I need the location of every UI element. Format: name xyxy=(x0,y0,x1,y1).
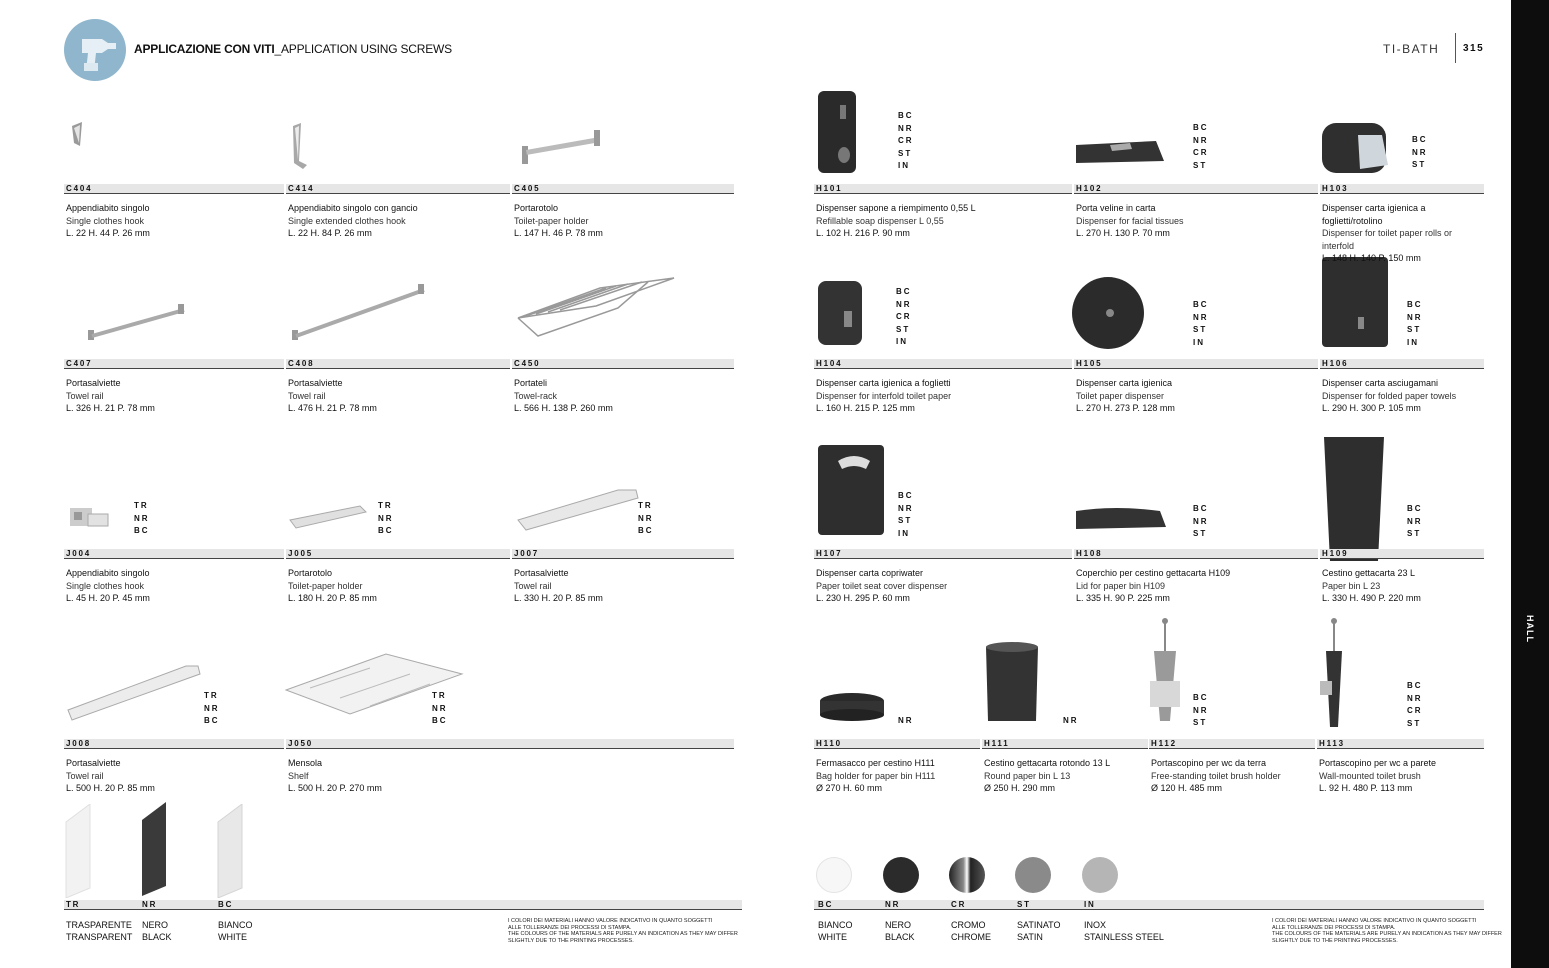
product-description: Bag holder for paper bin H111 xyxy=(816,770,936,781)
product-code: H113 xyxy=(1319,739,1345,748)
swatch-label xyxy=(142,919,172,943)
product-dimensions: L. 476 H. 21 P. 78 mm xyxy=(288,403,377,413)
product-description: Wall-mounted toilet brush xyxy=(1319,770,1421,781)
product-details xyxy=(1322,377,1482,415)
product-code-bar xyxy=(512,184,734,194)
swatch-label xyxy=(818,919,853,943)
color-code: NR xyxy=(378,513,394,523)
color-code: TR xyxy=(432,691,447,700)
color-code-list xyxy=(896,286,912,349)
product-description: Refillable soap dispenser L 0,55 xyxy=(816,215,944,226)
product-code-bar xyxy=(814,184,1072,194)
swatch-label xyxy=(1084,919,1164,943)
product-description: Free-standing toilet brush holder xyxy=(1151,770,1281,781)
product-dimensions: L. 230 H. 295 P. 60 mm xyxy=(816,593,910,603)
product-code: C450 xyxy=(514,359,541,368)
product-code: J004 xyxy=(66,549,91,558)
color-code: NR xyxy=(896,299,912,309)
color-code: BC xyxy=(204,716,220,725)
product-dimensions: L. 270 H. 273 P. 128 mm xyxy=(1076,403,1175,413)
color-code: NR xyxy=(1193,135,1209,145)
swatch-label xyxy=(885,919,915,943)
swatch-code: BC xyxy=(818,900,834,909)
product-description: Lid for paper bin H109 xyxy=(1076,580,1166,591)
finish-swatch xyxy=(949,857,985,893)
product-description: Towel rail xyxy=(514,580,552,591)
color-code: BC xyxy=(898,111,914,120)
color-code: BC xyxy=(1407,300,1423,309)
color-code: NR xyxy=(898,716,914,725)
color-code: BC xyxy=(638,526,654,535)
color-code: ST xyxy=(1407,325,1422,334)
color-code-list xyxy=(898,715,914,728)
product-details xyxy=(1322,567,1482,605)
product-code: C414 xyxy=(288,184,315,193)
product-dimensions: L. 566 H. 138 P. 260 mm xyxy=(514,403,613,413)
product-details xyxy=(288,202,508,240)
color-code: TR xyxy=(638,501,653,510)
swatch-name-it: BIANCO xyxy=(818,920,853,930)
color-code: BC xyxy=(134,526,150,535)
swatch-code: NR xyxy=(885,900,901,909)
product-name: Portascopino per wc a parete xyxy=(1319,758,1437,768)
color-code: CR xyxy=(898,136,914,145)
swatch-name-it: BIANCO xyxy=(218,920,253,930)
product-details xyxy=(66,377,282,415)
product-details xyxy=(1076,377,1316,415)
left-swatch-bar xyxy=(64,900,742,910)
color-code: BC xyxy=(1407,681,1423,690)
product-code-bar xyxy=(814,549,1072,559)
right-swatch-bar xyxy=(814,900,1484,910)
product-dimensions: L. 290 H. 300 P. 105 mm xyxy=(1322,403,1421,413)
product-description: Towel rail xyxy=(66,770,104,781)
product-description: Single clothes hook xyxy=(66,215,145,226)
product-code: C404 xyxy=(66,184,93,193)
color-code: NR xyxy=(1412,147,1428,157)
swatch-name-en: BLACK xyxy=(142,932,172,942)
color-code: ST xyxy=(1193,529,1208,538)
product-code: H111 xyxy=(984,739,1010,748)
finish-swatch xyxy=(883,857,919,893)
product-dimensions: L. 326 H. 21 P. 78 mm xyxy=(66,403,155,413)
product-code: J005 xyxy=(288,549,313,558)
swatch-tr xyxy=(64,804,92,903)
swatch-code: BC xyxy=(218,900,234,909)
product-code: H102 xyxy=(1076,184,1103,193)
color-code: TR xyxy=(204,691,219,700)
product-code-bar xyxy=(64,359,284,369)
product-details xyxy=(288,757,732,795)
color-code: NR xyxy=(898,123,914,133)
color-code: IN xyxy=(1407,337,1419,347)
product-details xyxy=(1319,757,1482,795)
product-code-bar xyxy=(1074,184,1318,194)
color-note-right: I COLORI DEI MATERIALI HANNO VALORE INDICATIVO IN QUANTO SOGGETTI ALLE TOLLERANZE DEI PROCESSI DI STAMPA. THE COLOURS OF THE MATERIALS ARE PURELY AN INDICATION AS THEY MAY DIFFER SLIGHTLY DUE TO THE PRINTING PROCESSES. xyxy=(1272,918,1502,944)
color-code: BC xyxy=(1193,504,1209,513)
color-code-list xyxy=(1193,692,1209,730)
color-code-list xyxy=(1407,503,1423,541)
product-name: Portasalviette xyxy=(66,378,121,388)
color-code: BC xyxy=(896,287,912,296)
color-code: BC xyxy=(378,526,394,535)
product-name: Porta veline in carta xyxy=(1076,203,1156,213)
product-details xyxy=(514,567,732,605)
product-code-bar xyxy=(512,549,734,559)
product-dimensions: L. 22 H. 84 P. 26 mm xyxy=(288,228,372,238)
finish-swatch xyxy=(816,857,852,893)
product-name: Dispenser carta igienica a foglietti xyxy=(816,378,951,388)
product-dimensions: Ø 270 H. 60 mm xyxy=(816,783,883,793)
color-code: NR xyxy=(1193,705,1209,715)
swatch-name-it: NERO xyxy=(142,920,169,930)
product-details xyxy=(66,757,282,795)
swatch-label xyxy=(218,919,253,943)
color-code: ST xyxy=(1193,325,1208,334)
swatch-code: ST xyxy=(1017,900,1031,909)
product-description: Paper bin L 23 xyxy=(1322,580,1381,591)
product-details xyxy=(1151,757,1313,795)
color-code: NR xyxy=(432,703,448,713)
product-name: Portascopino per wc da terra xyxy=(1151,758,1267,768)
product-code-bar xyxy=(512,359,734,369)
color-code: BC xyxy=(898,491,914,500)
swatch-name-it: INOX xyxy=(1084,920,1107,930)
product-description: Toilet-paper holder xyxy=(514,215,589,226)
product-dimensions: L. 45 H. 20 P. 45 mm xyxy=(66,593,150,603)
product-dimensions: L. 102 H. 216 P. 90 mm xyxy=(816,228,910,238)
product-name: Appendiabito singolo xyxy=(66,568,150,578)
product-description: Dispenser for toilet paper rolls or interfold xyxy=(1322,228,1453,251)
product-dimensions: L. 22 H. 44 P. 26 mm xyxy=(66,228,150,238)
color-code-list xyxy=(1063,715,1079,728)
color-code: CR xyxy=(1407,706,1423,715)
product-name: Cestino gettacarta 23 L xyxy=(1322,568,1416,578)
swatch-bc xyxy=(216,804,244,903)
product-name: Portarotolo xyxy=(288,568,333,578)
product-name: Dispenser carta asciugamani xyxy=(1322,378,1439,388)
color-code: ST xyxy=(1407,718,1422,728)
product-name: Dispenser carta copriwater xyxy=(816,568,924,578)
product-dimensions: L. 148 H. 140 P. 150 mm xyxy=(1322,253,1421,263)
product-description: Towel rail xyxy=(288,390,326,401)
product-code-bar xyxy=(64,739,284,749)
product-code: H105 xyxy=(1076,359,1103,368)
product-details xyxy=(1076,202,1316,240)
color-code: NR xyxy=(1063,716,1079,725)
product-details xyxy=(816,202,1070,240)
product-name: Dispenser sapone a riempimento 0,55 L xyxy=(816,203,976,213)
color-code: CR xyxy=(896,312,912,321)
swatch-name-it: SATINATO xyxy=(1017,920,1061,930)
swatch-code: NR xyxy=(142,900,158,909)
product-code-bar xyxy=(286,359,510,369)
color-code: TR xyxy=(378,501,393,510)
page-number: 315 xyxy=(1463,43,1485,54)
product-dimensions: L. 180 H. 20 P. 85 mm xyxy=(288,593,377,603)
product-name: Portarotolo xyxy=(514,203,559,213)
color-code: ST xyxy=(896,324,911,334)
color-code-list xyxy=(1193,122,1209,172)
product-code-bar xyxy=(814,359,1072,369)
product-name: Dispenser carta igienica xyxy=(1076,378,1173,388)
color-code: ST xyxy=(1412,160,1427,169)
product-description: Shelf xyxy=(288,770,309,781)
product-description: Dispenser for interfold toilet paper xyxy=(816,390,952,401)
product-details xyxy=(514,202,732,240)
product-code: H109 xyxy=(1322,549,1349,558)
product-code: H101 xyxy=(816,184,843,193)
product-name: Coperchio per cestino gettacarta H109 xyxy=(1076,568,1231,578)
color-code-list xyxy=(134,500,150,538)
product-code: H110 xyxy=(816,739,842,748)
product-details xyxy=(1076,567,1316,605)
color-code: NR xyxy=(1407,312,1423,322)
product-details xyxy=(984,757,1146,795)
product-dimensions: L. 147 H. 46 P. 78 mm xyxy=(514,228,603,238)
color-code-list xyxy=(378,500,394,538)
swatch-nr xyxy=(140,802,168,901)
swatch-name-en: WHITE xyxy=(218,932,247,942)
hook-image xyxy=(72,122,82,146)
product-details xyxy=(288,377,508,415)
finish-swatch xyxy=(1082,857,1118,893)
color-code: ST xyxy=(1193,160,1208,170)
product-description: Paper toilet seat cover dispenser xyxy=(816,580,948,591)
color-code: ST xyxy=(1407,529,1422,538)
color-code: BC xyxy=(1412,135,1428,144)
finish-swatch xyxy=(1015,857,1051,893)
color-code: CR xyxy=(1193,148,1209,157)
drill-icon xyxy=(64,19,126,81)
side-tab xyxy=(1511,0,1549,968)
product-dimensions: L. 335 H. 90 P. 225 mm xyxy=(1076,593,1170,603)
product-name: Dispenser carta igienica a foglietti/rotolino xyxy=(1322,203,1426,226)
product-code: J050 xyxy=(288,739,313,748)
swatch-name-en: CHROME xyxy=(951,932,991,942)
page-title: APPLICAZIONE CON VITI_APPLICATION USING SCREWS xyxy=(134,42,452,56)
product-details xyxy=(514,377,732,415)
color-code-list xyxy=(898,490,914,540)
product-code: H107 xyxy=(816,549,843,558)
product-details xyxy=(1322,202,1482,265)
color-code: IN xyxy=(896,337,908,346)
product-name: Portasalviette xyxy=(66,758,121,768)
product-description: Single clothes hook xyxy=(66,580,145,591)
color-code-list xyxy=(1193,299,1209,349)
color-code: NR xyxy=(1193,312,1209,322)
product-dimensions: L. 500 H. 20 P. 85 mm xyxy=(66,783,155,793)
swatch-label xyxy=(951,919,991,943)
product-code: C408 xyxy=(288,359,315,368)
color-code: ST xyxy=(898,148,913,158)
color-code-list xyxy=(1412,134,1428,172)
color-code: NR xyxy=(898,503,914,513)
product-details xyxy=(66,202,282,240)
product-code-bar xyxy=(1074,359,1318,369)
product-code: J008 xyxy=(66,739,91,748)
product-name: Portateli xyxy=(514,378,548,388)
product-dimensions: Ø 250 H. 290 mm xyxy=(984,783,1056,793)
color-code: NR xyxy=(638,513,654,523)
product-code-bar xyxy=(286,184,510,194)
product-description: Towel-rack xyxy=(514,390,558,401)
product-description: Toilet-paper holder xyxy=(288,580,363,591)
product-details xyxy=(816,567,1070,605)
color-code-list xyxy=(1407,680,1423,730)
color-code-list xyxy=(1193,503,1209,541)
product-name: Appendiabito singolo xyxy=(66,203,150,213)
product-code-bar xyxy=(1074,549,1318,559)
swatch-name-en: WHITE xyxy=(818,932,847,942)
product-dimensions: L. 92 H. 480 P. 113 mm xyxy=(1319,783,1413,793)
swatch-name-it: TRASPARENTE xyxy=(66,920,132,930)
product-details xyxy=(66,567,282,605)
color-code-list xyxy=(204,690,220,728)
product-description: Dispenser for facial tissues xyxy=(1076,215,1184,226)
color-code: NR xyxy=(1407,693,1423,703)
color-code: BC xyxy=(1407,504,1423,513)
color-code: ST xyxy=(1193,718,1208,727)
product-details xyxy=(816,377,1070,415)
color-code: NR xyxy=(134,513,150,523)
color-code: NR xyxy=(1193,516,1209,526)
product-name: Fermasacco per cestino H111 xyxy=(816,758,935,768)
product-name: Mensola xyxy=(288,758,323,768)
color-code: ST xyxy=(898,516,913,525)
product-code: H108 xyxy=(1076,549,1103,558)
color-code: TR xyxy=(134,501,149,510)
product-code: H104 xyxy=(816,359,843,368)
swatch-code: TR xyxy=(66,900,81,909)
brand-logo: TI-BATH xyxy=(1383,42,1440,56)
color-code: IN xyxy=(898,161,910,170)
product-details xyxy=(288,567,508,605)
swatch-name-it: NERO xyxy=(885,920,912,930)
color-note-left: I COLORI DEI MATERIALI HANNO VALORE INDICATIVO IN QUANTO SOGGETTI ALLE TOLLERANZE DEI PROCESSI DI STAMPA. THE COLOURS OF THE MATERIALS ARE PURELY AN INDICATION AS THEY MAY DIFFER SLIGHTLY DUE TO THE PRINTING PROCESSES. xyxy=(508,918,738,944)
product-dimensions: L. 330 H. 20 P. 85 mm xyxy=(514,593,603,603)
product-code: H106 xyxy=(1322,359,1349,368)
color-code: IN xyxy=(898,528,910,538)
product-name: Appendiabito singolo con gancio xyxy=(288,203,418,213)
product-code: H112 xyxy=(1151,739,1177,748)
product-description: Single extended clothes hook xyxy=(288,215,406,226)
swatch-code: IN xyxy=(1084,900,1096,909)
product-code-bar xyxy=(64,184,284,194)
product-code-bar xyxy=(64,549,284,559)
color-code: BC xyxy=(1193,123,1209,132)
swatch-name-en: BLACK xyxy=(885,932,915,942)
product-details xyxy=(816,757,978,795)
product-code: C407 xyxy=(66,359,93,368)
product-description: Dispenser for folded paper towels xyxy=(1322,390,1457,401)
color-code: BC xyxy=(1193,693,1209,702)
product-dimensions: L. 160 H. 215 P. 125 mm xyxy=(816,403,915,413)
swatch-code: CR xyxy=(951,900,967,909)
product-name: Portasalviette xyxy=(288,378,343,388)
product-description: Round paper bin L 13 xyxy=(984,770,1071,781)
color-code: IN xyxy=(1193,337,1205,347)
swatch-name-en: SATIN xyxy=(1017,932,1043,942)
color-code-list xyxy=(1407,299,1423,349)
product-code-bar xyxy=(286,739,734,749)
product-code-bar xyxy=(286,549,510,559)
product-dimensions: Ø 120 H. 485 mm xyxy=(1151,783,1223,793)
swatch-label xyxy=(1017,919,1061,943)
product-description: Towel rail xyxy=(66,390,104,401)
product-code: J007 xyxy=(514,549,539,558)
color-code: NR xyxy=(204,703,220,713)
swatch-name-en: STAINLESS STEEL xyxy=(1084,932,1164,942)
color-code-list xyxy=(898,110,914,173)
color-code-list xyxy=(638,500,654,538)
color-code-list xyxy=(432,690,448,728)
header-divider xyxy=(1455,33,1456,63)
product-dimensions: L. 330 H. 490 P. 220 mm xyxy=(1322,593,1421,603)
product-code: H103 xyxy=(1322,184,1349,193)
side-tab-label: HALL xyxy=(1525,615,1535,643)
product-name: Cestino gettacarta rotondo 13 L xyxy=(984,758,1111,768)
swatch-label xyxy=(66,919,132,943)
color-code: NR xyxy=(1407,516,1423,526)
swatch-name-en: TRANSPARENT xyxy=(66,932,133,942)
color-code: BC xyxy=(1193,300,1209,309)
product-description: Toilet paper dispenser xyxy=(1076,390,1165,401)
product-dimensions: L. 500 H. 20 P. 270 mm xyxy=(288,783,382,793)
color-code: BC xyxy=(432,716,448,725)
product-code: C405 xyxy=(514,184,541,193)
product-dimensions: L. 270 H. 130 P. 70 mm xyxy=(1076,228,1170,238)
product-name: Portasalviette xyxy=(514,568,569,578)
swatch-name-it: CROMO xyxy=(951,920,986,930)
